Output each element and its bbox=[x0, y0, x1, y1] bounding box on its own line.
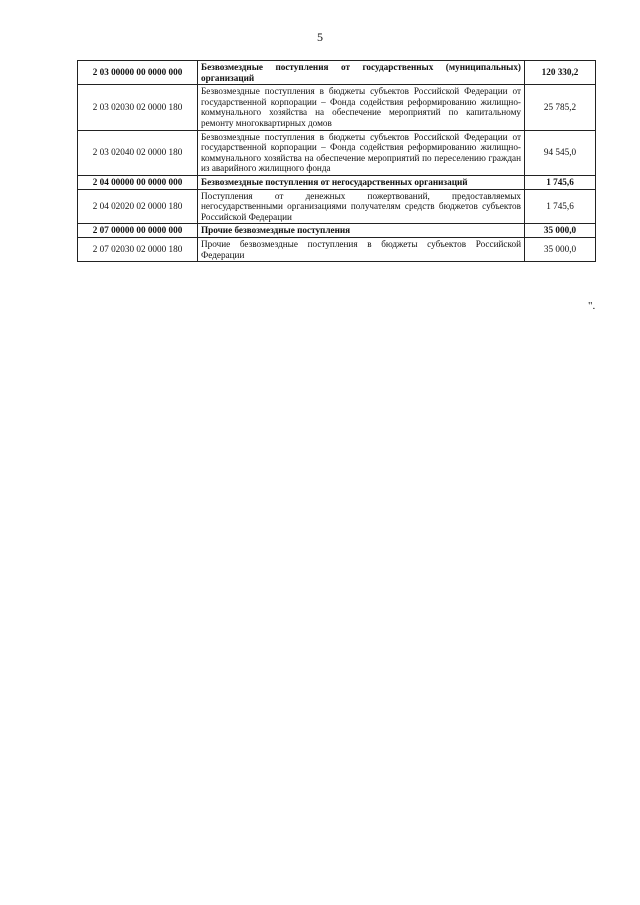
row-amount: 35 000,0 bbox=[525, 237, 596, 261]
row-code: 2 03 02040 02 0000 180 bbox=[78, 130, 198, 175]
closing-quote-mark: ". bbox=[588, 300, 596, 312]
row-code: 2 03 00000 00 0000 000 bbox=[78, 61, 198, 85]
row-amount: 25 785,2 bbox=[525, 85, 596, 130]
table-row bbox=[78, 237, 596, 261]
page-number: 5 bbox=[317, 30, 323, 44]
row-name: Поступления от денежных пожертвований, предоставляемых негосударственными организациями получателям средств бюджетов субъектов Российской Федерации bbox=[198, 189, 525, 224]
row-amount: 120 330,2 bbox=[525, 61, 596, 85]
row-code: 2 07 00000 00 0000 000 bbox=[78, 224, 198, 238]
row-code: 2 04 02020 02 0000 180 bbox=[78, 189, 198, 224]
row-code: 2 04 00000 00 0000 000 bbox=[78, 175, 198, 189]
row-code: 2 03 02030 02 0000 180 bbox=[78, 85, 198, 130]
table-row bbox=[78, 224, 596, 238]
row-amount: 35 000,0 bbox=[525, 224, 596, 238]
row-amount: 1 745,6 bbox=[525, 175, 596, 189]
row-amount: 1 745,6 bbox=[525, 189, 596, 224]
row-name: Безвозмездные поступления в бюджеты субъектов Российской Федерации от государственной корпорации – Фонда содействия реформированию жилищно-коммунального хозяйства на обеспечение мероприятий по переселению граждан из аварийного жилищного фонда bbox=[198, 130, 525, 175]
row-name: Безвозмездные поступления в бюджеты субъектов Российской Федерации от государственной корпорации – Фонда содействия реформированию жилищно-коммунального хозяйства на обеспечение мероприятий по капитальному ремонту многоквартирных домов bbox=[198, 85, 525, 130]
row-name: Безвозмездные поступления от негосударственных организаций bbox=[198, 175, 525, 189]
table-row bbox=[78, 61, 596, 85]
row-code: 2 07 02030 02 0000 180 bbox=[78, 237, 198, 261]
row-name: Прочие безвозмездные поступления в бюджеты субъектов Российской Федерации bbox=[198, 237, 525, 261]
row-name: Безвозмездные поступления от государственных (муниципальных) организаций bbox=[198, 61, 525, 85]
table-row bbox=[78, 85, 596, 130]
row-name: Прочие безвозмездные поступления bbox=[198, 224, 525, 238]
row-amount: 94 545,0 bbox=[525, 130, 596, 175]
table-row bbox=[78, 189, 596, 224]
table-row bbox=[78, 130, 596, 175]
revenue-table bbox=[77, 60, 596, 262]
table-row bbox=[78, 175, 596, 189]
